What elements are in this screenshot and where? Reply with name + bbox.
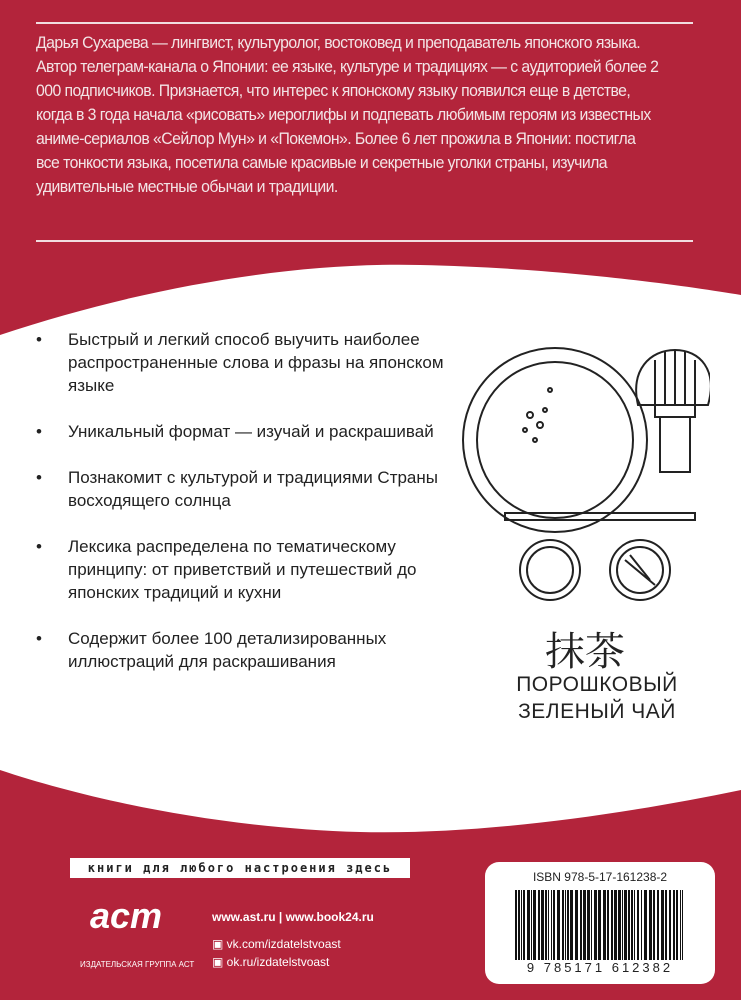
tea-label-line1: ПОРОШКОВЫЙ (516, 673, 678, 696)
vk-link[interactable]: ▣ vk.com/izdatelstvoast (212, 937, 341, 951)
publisher-name: ИЗДАТЕЛЬСКАЯ ГРУППА АСТ (80, 960, 195, 969)
bowl-icon (463, 348, 647, 532)
tea-jar-icon (520, 540, 580, 600)
ok-link[interactable]: ▣ ok.ru/izdatelstvoast (212, 955, 330, 969)
feature-item: • Лексика распределена по тематическому принципу: от приветствий и путешествий до японских традиций и кухни (36, 537, 417, 602)
vk-icon: ▣ (212, 937, 227, 951)
matcha-kanji: 抹茶 (545, 629, 625, 675)
tea-label-line2: ЗЕЛЕНЫЙ ЧАЙ (518, 700, 676, 723)
tea-jar-icon (610, 540, 670, 600)
feature-list (36, 328, 456, 696)
feature-item: • Познакомит с культурой и традициями Страны восходящего солнца (36, 468, 438, 510)
barcode-box (485, 862, 715, 984)
feature-item: • Уникальный формат — изучай и раскрашивай (36, 422, 434, 441)
feature-item: • Содержит более 100 детализированных иллюстраций для раскрашивания (36, 629, 387, 671)
slogan-banner: книги для любого настроения здесь (70, 858, 410, 878)
publisher-logo: аст (90, 895, 163, 936)
author-bio: Дарья Сухарева — лингвист, культуролог, востоковед и преподаватель японского языка. Автор телеграм-канала о Японии: ее языке, культуре и традициях — с аудиторией более 2 000 подписчиков. Признается, что интерес к японскому языку появился еще в детстве, когда в 3 года начала «рисовать» иероглифы и подпевать любимым героям из известных аниме-сериалов «Сейлор Мун» и «Покемон». Более 6 лет прожила в Японии: постигла все тонкости языка, посетила самые красивые и секретные уголки страны, изучила удивительные местные обычаи и традиции. (36, 33, 659, 196)
barcode-number: 9 785171 612382 (526, 960, 674, 975)
feature-item: • Быстрый и легкий способ выучить наиболее распространенные слова и фразы на японском языке (36, 330, 444, 395)
matcha-illustration (450, 330, 710, 620)
isbn: ISBN 978-5-17-161238-2 (532, 870, 668, 884)
ok-icon: ▣ (212, 955, 227, 969)
website-links[interactable]: www.ast.ru | www.book24.ru (212, 910, 374, 924)
whisk-icon (636, 350, 710, 472)
barcode (515, 890, 685, 965)
